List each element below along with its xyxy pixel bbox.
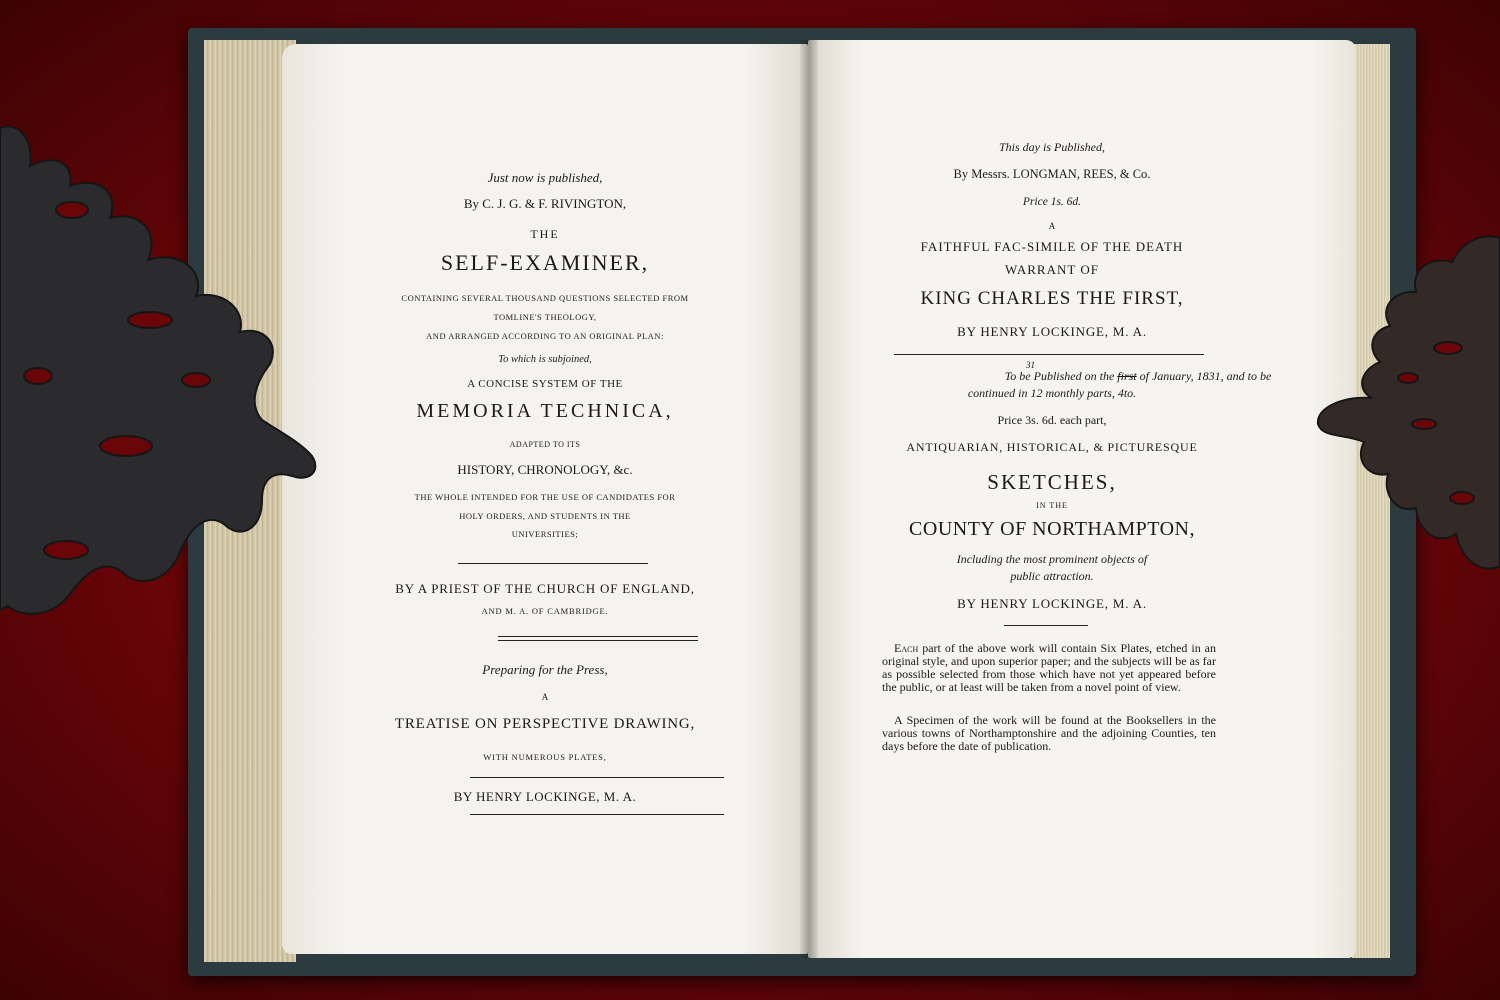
left-page-holder-clasp (0, 120, 330, 630)
rule (470, 814, 724, 815)
whole-intended-line-1: THE WHOLE INTENDED FOR THE USE OF CANDIDATES FOR (414, 492, 676, 502)
schedule-prefix: To be Published on the (1004, 369, 1115, 383)
the-label: THE (530, 227, 560, 241)
article-a: A (1048, 221, 1056, 231)
preparing-note: Preparing for the Press, (482, 662, 608, 677)
treatise-byline: BY HENRY LOCKINGE, M. A. (453, 789, 637, 804)
description-paragraph-1 (882, 642, 1216, 694)
rule (470, 777, 724, 778)
struck-word: first (1117, 369, 1137, 383)
title-county: COUNTY OF NORTHAMPTON, (909, 518, 1195, 540)
double-rule-bottom (498, 640, 698, 641)
book-gutter (800, 40, 818, 958)
antiquarian-heading: ANTIQUARIAN, HISTORICAL, & PICTURESQUE (906, 440, 1198, 454)
title-king-charles: KING CHARLES THE FIRST, (920, 288, 1184, 309)
part-price: Price 3s. 6d. each part, (997, 413, 1107, 427)
publisher: By Messrs. LONGMAN, REES, & Co. (953, 167, 1151, 181)
subjoined-note: To which is subjoined, (498, 354, 592, 365)
including-line-2: public attraction. (1010, 569, 1094, 583)
paragraph-lead: Each (894, 641, 919, 655)
rule (894, 354, 1204, 355)
facsimile-line-2: WARRANT OF (1005, 262, 1099, 277)
double-rule-top (498, 636, 698, 637)
including-line-1: Including the most prominent objects of (956, 552, 1148, 566)
title-sketches: SKETCHES, (987, 470, 1117, 494)
schedule-suffix: of January, 1831, and to be (1139, 369, 1272, 383)
byline-sketches: BY HENRY LOCKINGE, M. A. (957, 596, 1147, 611)
right-page (808, 40, 1356, 958)
title-memoria-technica: MEMORIA TECHNICA, (416, 400, 674, 422)
whole-intended-line-2: HOLY ORDERS, AND STUDENTS IN THE (459, 511, 631, 521)
numerous-plates: WITH NUMEROUS PLATES, (483, 752, 607, 762)
rule (458, 563, 648, 564)
price: Price 1s. 6d. (1022, 196, 1082, 208)
author-priest: BY A PRIEST OF THE CHURCH OF ENGLAND, (395, 581, 695, 596)
byline: BY HENRY LOCKINGE, M. A. (957, 324, 1147, 339)
description-paragraph-2: A Specimen of the work will be found at the Booksellers in the various towns of Northamptonshire and the adjoining Counties, ten days before the date of publication. (882, 713, 1216, 753)
concise-system: A CONCISE SYSTEM OF THE (467, 378, 623, 390)
treatise-title: TREATISE ON PERSPECTIVE DRAWING, (394, 716, 696, 732)
description-line-1: CONTAINING SEVERAL THOUSAND QUESTIONS SELECTED FROM (401, 293, 689, 303)
publication-schedule-line-2: continued in 12 monthly parts, 4to. (967, 386, 1137, 400)
whole-intended-line-3: UNIVERSITIES; (511, 529, 579, 539)
facsimile-line-1: FAITHFUL FAC-SIMILE OF THE DEATH (920, 239, 1184, 254)
publisher: By C. J. G. & F. RIVINGTON, (463, 196, 627, 211)
rule (1004, 625, 1088, 626)
right-page-holder-clasp (1312, 228, 1500, 608)
description-line-3: AND ARRANGED ACCORDING TO AN ORIGINAL PLAN: (426, 331, 664, 341)
author-degree: AND M. A. OF CAMBRIDGE. (481, 606, 609, 616)
publish-note: This day is Published, (998, 140, 1105, 154)
adapted-label: ADAPTED TO ITS (509, 440, 581, 449)
title-self-examiner: SELF-EXAMINER, (440, 250, 650, 275)
article-a: A (541, 692, 549, 702)
description-line-2: TOMLINE'S THEOLOGY, (493, 312, 597, 322)
in-the-label: IN THE (1036, 501, 1068, 510)
publish-note: Just now is published, (487, 170, 603, 185)
handwritten-correction: 31 (1026, 360, 1035, 370)
left-page (282, 44, 808, 954)
paragraph-1-text: part of the above work will contain Six Plates, etched in an original style, and upon superior paper; and the subjects will be as far as possible selected from those which have not yet appeared before the public, or at least will be taken from a novel point of view. (882, 641, 1217, 694)
history-chronology: HISTORY, CHRONOLOGY, &c. (457, 462, 633, 477)
